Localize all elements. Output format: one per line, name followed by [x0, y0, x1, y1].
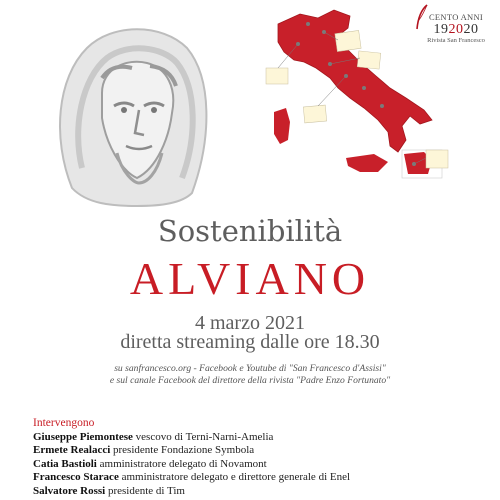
event-time: diretta streaming dalle ore 18.30 — [120, 331, 380, 353]
speaker-role: presidente di Tim — [105, 484, 185, 497]
quill-icon — [415, 4, 429, 30]
speaker-row — [33, 471, 350, 485]
logo-line3: Rivista San Francesco — [427, 37, 485, 44]
speaker-name: Ermete Realacci — [33, 444, 111, 457]
logo-year-a: 19 — [433, 22, 449, 37]
logo-year-c: 20 — [463, 22, 479, 37]
logo-line1: CENTO ANNI — [428, 12, 484, 22]
event-title: ALVIANO — [129, 253, 371, 304]
event-info-line1: su sanfrancesco.org - Facebook e Youtube di "San Francesco d'Assisi" — [114, 363, 386, 374]
speaker-name: Salvatore Rossi — [33, 484, 106, 497]
event-info-line2: e sul canale Facebook del direttore della rivista "Padre Enzo Fortunato" — [109, 375, 391, 386]
speakers-list — [33, 417, 350, 499]
logo-year-b: 20 — [448, 22, 464, 37]
speaker-role: vescovo di Terni-Narni-Amelia — [132, 430, 274, 443]
speaker-name: Catia Bastioli — [33, 457, 97, 470]
event-date: 4 marzo 2021 — [195, 312, 305, 334]
speaker-role: amministratore delegato di Novamont — [96, 457, 267, 470]
speaker-role: presidente Fondazione Symbola — [110, 444, 255, 457]
event-subtitle: Sostenibilità — [157, 214, 343, 248]
saint-francis-portrait — [42, 18, 222, 208]
speaker-name: Giuseppe Piemontese — [33, 430, 133, 443]
speaker-row — [33, 485, 350, 499]
event-info — [0, 363, 500, 387]
speakers-heading: Intervengono — [33, 417, 95, 429]
speaker-role: amministratore delegato e direttore generale di Enel — [118, 471, 351, 484]
speaker-row — [33, 444, 350, 458]
speaker-row — [33, 431, 350, 445]
speaker-row — [33, 458, 350, 472]
speaker-name: Francesco Starace — [33, 471, 119, 484]
cento-anni-logo — [413, 4, 499, 48]
